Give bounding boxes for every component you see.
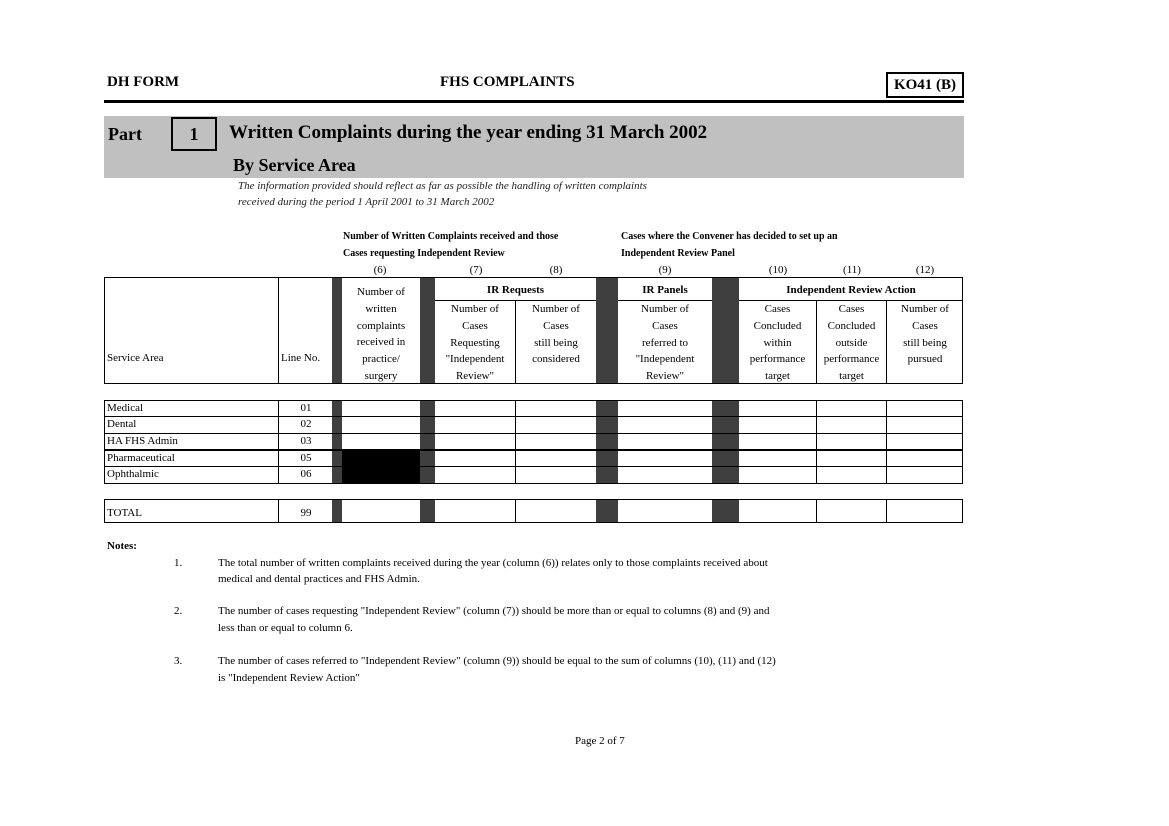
column-number-9: (9)	[658, 264, 672, 276]
note-text: The total number of written complaints received during the year (column (6)) relates only to those complaints received about	[218, 557, 768, 569]
part-title: Written Complaints during the year ending 31 March 2002	[229, 122, 708, 143]
grid-line	[515, 499, 516, 523]
header-text: written	[365, 302, 397, 315]
note-number: 1.	[174, 557, 183, 569]
header-text: performance	[749, 353, 806, 366]
dark-column	[332, 401, 342, 483]
section-header-ir-panels: IR Panels	[642, 284, 688, 296]
dark-column	[332, 278, 342, 383]
dark-column	[712, 401, 739, 483]
group-header-left-1: Number of Written Complaints received and those	[343, 231, 559, 242]
section-header-ir-requests: IR Requests	[486, 284, 545, 296]
row-label-dental: Dental	[107, 418, 137, 430]
column-header-6	[342, 284, 420, 385]
grid-line	[816, 400, 817, 484]
header-text: Number of	[532, 303, 580, 315]
data-table	[104, 400, 963, 484]
group-header-right-1: Cases where the Convener has decided to set up an	[621, 231, 838, 242]
grid-line	[104, 466, 963, 467]
row-line-no: 03	[300, 435, 312, 447]
header-text: target	[839, 370, 864, 383]
column-header-12	[887, 301, 963, 368]
header-text: Requesting	[450, 336, 500, 349]
row-line-no: 01	[300, 402, 312, 414]
column-number-8: (8)	[549, 264, 563, 276]
info-line-2: received during the period 1 April 2001 to 31 March 2002	[238, 196, 495, 208]
header-text: practice/	[362, 353, 400, 366]
column-number-11: (11)	[843, 264, 861, 276]
header-text: Concluded	[753, 319, 802, 332]
info-line-1: The information provided should reflect as far as possible the handling of written complaints	[238, 180, 647, 192]
grid-line	[816, 499, 817, 523]
grid-line	[278, 277, 279, 384]
page-number: Page 2 of 7	[575, 735, 625, 747]
header-text: "Independent	[635, 353, 695, 366]
header-text: Concluded	[827, 319, 876, 332]
header-text: Number of	[357, 286, 405, 298]
note-number: 3.	[174, 655, 183, 667]
note-text: less than or equal to column 6.	[218, 622, 353, 634]
header-text: Cases	[652, 319, 678, 332]
dark-column	[596, 500, 618, 522]
header-text: outside	[835, 336, 868, 349]
header-text: Cases	[543, 319, 569, 332]
header-text: target	[765, 370, 790, 383]
header-text: received in	[356, 336, 406, 349]
header-text: still being	[903, 336, 947, 349]
dark-column	[712, 278, 739, 383]
grid-line	[886, 400, 887, 484]
dark-column	[712, 500, 739, 522]
grid-line	[104, 416, 963, 417]
dark-column	[596, 278, 618, 383]
group-header-right-2: Independent Review Panel	[621, 248, 735, 259]
header-text: Cases	[462, 319, 488, 332]
header-text: Review"	[455, 370, 495, 383]
total-row	[104, 499, 963, 523]
notes-heading: Notes:	[107, 540, 137, 552]
row-label-ha-fhs-admin: HA FHS Admin	[107, 435, 178, 447]
header-text: Number of	[901, 303, 949, 315]
dark-column	[332, 500, 342, 522]
column-header-9	[618, 301, 712, 385]
note-text: medical and dental practices and FHS Admin.	[218, 573, 420, 585]
header-text: Cases	[764, 303, 791, 315]
row-line-no: 05	[300, 452, 312, 464]
header-text: referred to	[641, 336, 689, 349]
dark-column	[420, 500, 435, 522]
grid-line	[104, 433, 963, 434]
header-rule	[104, 100, 964, 103]
note-text: The number of cases referred to "Independent Review" (column (9)) should be equal to the sum of columns (10), (11) and (12)	[218, 655, 776, 667]
column-header-11	[817, 301, 886, 385]
header-text: surgery	[364, 369, 398, 382]
dark-column	[420, 401, 435, 483]
header-text: still being	[534, 336, 578, 349]
part-label: Part	[108, 124, 142, 144]
total-line-no: 99	[300, 507, 312, 519]
section-header-ir-action: Independent Review Action	[786, 284, 916, 296]
column-header-service-area: Service Area	[107, 352, 164, 364]
group-header-left-2: Cases requesting Independent Review	[343, 248, 505, 259]
form-label: DH FORM	[107, 74, 180, 90]
column-number-10: (10)	[768, 264, 788, 276]
header-text: Cases	[912, 319, 938, 332]
header-text: Cases	[838, 303, 865, 315]
column-header-7	[435, 301, 515, 385]
form-code-box: KO41 (B)	[886, 72, 964, 98]
header-text: complaints	[356, 319, 406, 332]
dark-column	[420, 278, 435, 383]
note-text: The number of cases requesting "Independent Review" (column (7)) should be more than or equal to columns (8) and (9) and	[218, 605, 770, 617]
part-subtitle: By Service Area	[233, 155, 356, 175]
column-number-7: (7)	[469, 264, 483, 276]
column-header-line-no: Line No.	[281, 352, 321, 364]
row-line-no: 02	[300, 418, 312, 430]
grid-line	[104, 449, 963, 451]
total-label: TOTAL	[107, 507, 142, 519]
column-header-10	[739, 301, 816, 385]
row-label-pharmaceutical: Pharmaceutical	[107, 452, 175, 464]
part-number-box: 1	[171, 117, 217, 151]
header-text: performance	[823, 353, 880, 366]
note-text: is "Independent Review Action"	[218, 672, 360, 684]
header-text: Review"	[645, 370, 685, 383]
header-text: considered	[532, 353, 580, 366]
header-text: pursued	[907, 353, 943, 366]
grid-line	[515, 400, 516, 484]
note-number: 2.	[174, 605, 183, 617]
row-line-no: 06	[300, 468, 312, 480]
column-number-12: (12)	[915, 264, 935, 276]
row-label-ophthalmic: Ophthalmic	[107, 468, 159, 480]
header-text: within	[763, 336, 792, 349]
header-text: Number of	[451, 303, 499, 315]
column-number-6: (6)	[373, 264, 387, 276]
header-text: "Independent	[445, 353, 505, 366]
form-title: FHS COMPLAINTS	[440, 74, 575, 90]
dark-column	[596, 401, 618, 483]
header-text: Number of	[641, 303, 689, 315]
grid-line	[886, 499, 887, 523]
column-header-8	[516, 301, 596, 368]
row-label-medical: Medical	[107, 402, 144, 414]
